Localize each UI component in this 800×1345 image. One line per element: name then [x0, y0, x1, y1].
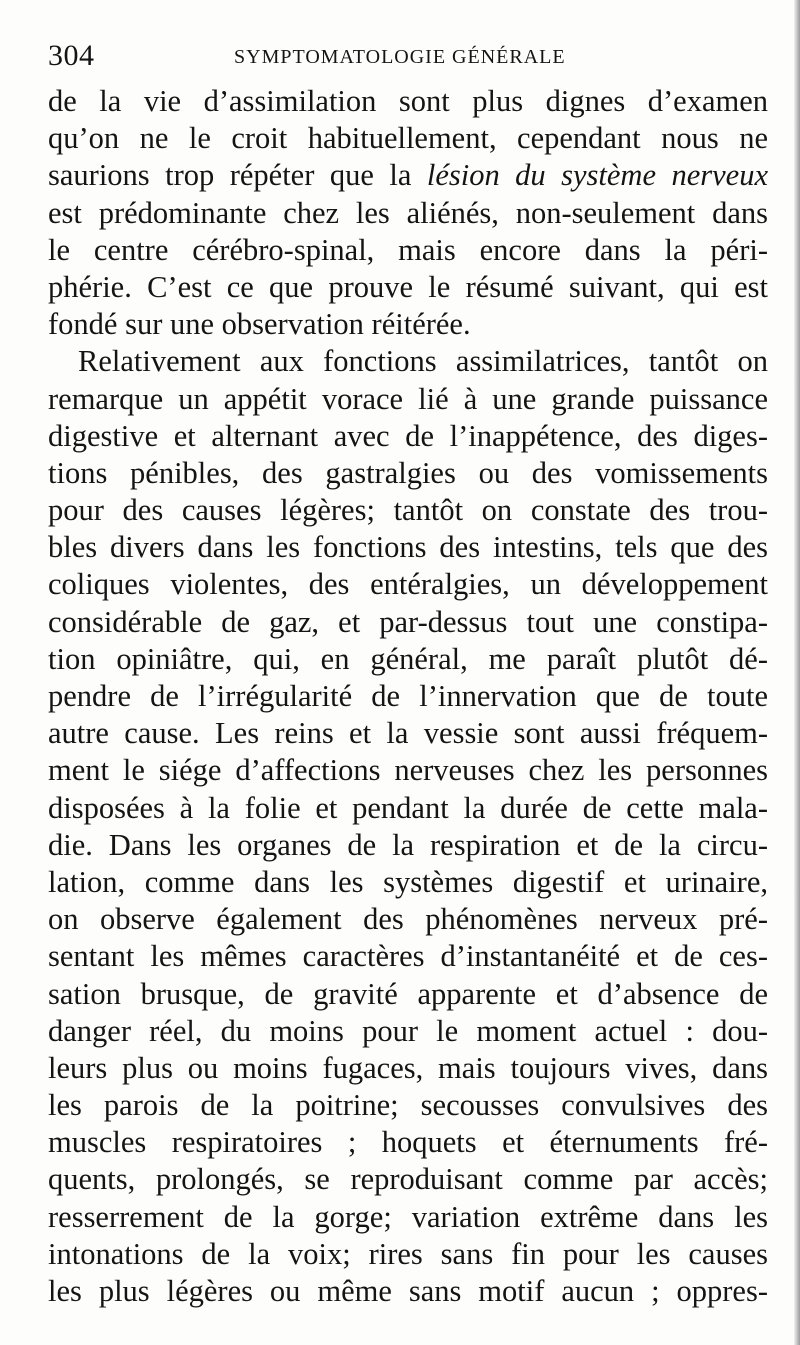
text-line: quents, prolongés, se reproduisant comme par accès; [48, 1162, 768, 1197]
running-head: SYMPTOMATOLOGIE GÉNÉRALE [234, 46, 566, 68]
text-line: ment le siége d’affections nerveuses chez les personnes [48, 753, 768, 788]
text-line: considérable de gaz, et par-dessus tout une constipa- [48, 604, 768, 639]
page-number: 304 [48, 39, 95, 72]
text-line: bles divers dans les fonctions des intestins, tels que des [48, 530, 768, 565]
text-line: sation brusque, de gravité apparente et d’absence de [48, 976, 768, 1011]
text-line: disposées à la folie et pendant la durée de cette mala- [48, 790, 768, 825]
text-line: pendre de l’irrégularité de l’innervation que de toute [48, 679, 768, 713]
text-line: est prédominante chez les aliénés, non-seulement dans [48, 195, 768, 230]
page-header [48, 38, 768, 74]
text-line: tion opiniâtre, qui, en général, me paraît plutôt dé- [48, 641, 768, 676]
text-line: lation, comme dans les systèmes digestif et urinaire, [48, 864, 768, 899]
text-line: le centre cérébro-spinal, mais encore dans la péri- [48, 232, 768, 267]
text-line: pour des causes légères; tantôt on constate des trou- [48, 493, 768, 528]
text-line: fondé sur une observation réitérée. [48, 307, 471, 342]
text-line: leurs plus ou moins fugaces, mais toujours vives, dans [48, 1050, 768, 1085]
text-line: sentant les mêmes caractères d’instantanéité et de ces- [48, 939, 768, 974]
text-line: muscles respiratoires ; hoquets et éternuments fré- [48, 1125, 768, 1160]
text-line: die. Dans les organes de la respiration et de la circu- [48, 827, 768, 862]
text-line [48, 157, 768, 194]
text-line: les parois de la poitrine; secousses convulsives des [48, 1088, 768, 1123]
text-line: on observe également des phénomènes nerveux pré- [48, 902, 768, 937]
text-line: coliques violentes, des entéralgies, un développement [48, 567, 768, 602]
body-text [48, 83, 768, 1310]
text-line: les plus légères ou même sans motif aucun ; oppres- [48, 1274, 768, 1308]
text-line: qu’on ne le croit habituellement, cependant nous ne [48, 121, 768, 156]
text-line-start: saurions trop répéter que la [48, 158, 427, 193]
text-line: intonations de la voix; rires sans fin pour les causes [48, 1236, 768, 1271]
text-line: digestive et alternant avec de l’inappétence, des diges- [48, 418, 768, 453]
text-line: phérie. C’est ce que prouve le résumé suivant, qui est [48, 269, 768, 304]
text-line: autre cause. Les reins et la vessie sont aussi fréquem- [48, 716, 768, 751]
text-line: de la vie d’assimilation sont plus dignes d’examen [48, 84, 768, 118]
text-line: tions pénibles, des gastralgies ou des vomissements [48, 455, 768, 490]
text-line: remarque un appétit vorace lié à une grande puissance [48, 381, 768, 416]
emphasis-italic: lésion du système nerveux [426, 158, 768, 193]
paragraph-start-line: Relativement aux fonctions assimilatrices, tantôt on [78, 344, 768, 379]
text-line: resserrement de la gorge; variation extrême dans les [48, 1199, 768, 1234]
text-line: danger réel, du moins pour le moment actuel : dou- [48, 1013, 768, 1048]
page-edge-shadow [794, 0, 800, 1345]
